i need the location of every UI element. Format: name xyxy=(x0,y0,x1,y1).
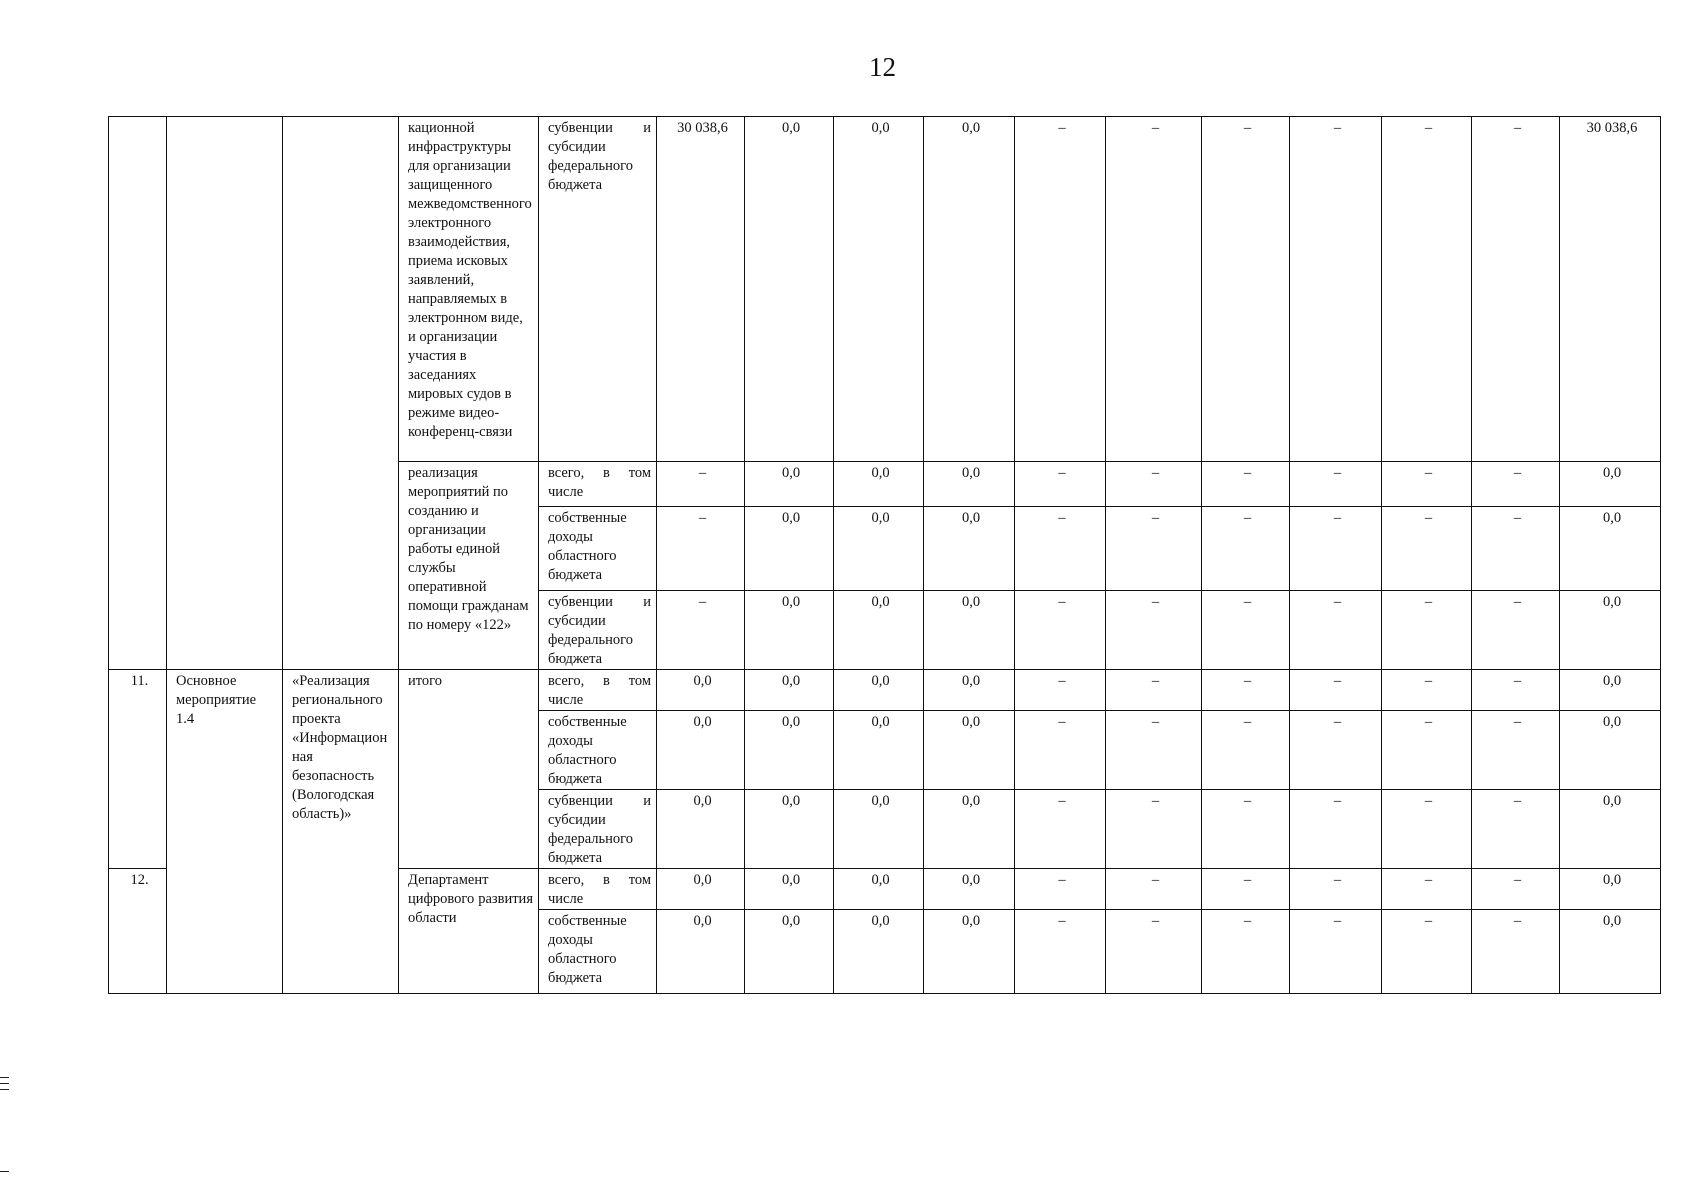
value-cell: 0,0 xyxy=(834,507,924,591)
value-cell: – xyxy=(1472,711,1560,790)
value-cell: – xyxy=(1202,507,1290,591)
value-cell: 0,0 xyxy=(924,117,1015,462)
value-cell: 0,0 xyxy=(1560,507,1661,591)
value-cell: 0,0 xyxy=(924,869,1015,910)
value-cell: 0,0 xyxy=(834,117,924,462)
value-cell: – xyxy=(1202,670,1290,711)
value-cell: 0,0 xyxy=(924,910,1015,994)
value-cell: – xyxy=(1290,670,1382,711)
value-cell: – xyxy=(1472,869,1560,910)
value-cell: – xyxy=(1290,790,1382,869)
cell-source: всего, в том числе xyxy=(539,462,657,507)
value-cell: – xyxy=(1382,670,1472,711)
value-cell: – xyxy=(1472,462,1560,507)
value-cell: – xyxy=(657,507,745,591)
cell-executor: итого xyxy=(399,670,539,869)
cell-num: 12. xyxy=(109,869,167,994)
margin-mark xyxy=(0,1077,9,1078)
value-cell: – xyxy=(1015,507,1106,591)
value-cell: – xyxy=(1106,462,1202,507)
value-cell: – xyxy=(1290,117,1382,462)
margin-mark xyxy=(0,1089,9,1090)
value-cell: 30 038,6 xyxy=(657,117,745,462)
value-cell: – xyxy=(1106,711,1202,790)
margin-mark xyxy=(0,1083,9,1084)
value-cell: – xyxy=(657,591,745,670)
value-cell: 0,0 xyxy=(745,117,834,462)
value-cell: – xyxy=(1472,507,1560,591)
cell-source: собственные доходы областного бюджета xyxy=(539,910,657,994)
value-cell: – xyxy=(1382,910,1472,994)
value-cell: 0,0 xyxy=(1560,790,1661,869)
cell-source: всего, в том числе xyxy=(539,869,657,910)
cell-source: субвенции и субсидии федерального бюджета xyxy=(539,591,657,670)
value-cell: 0,0 xyxy=(657,910,745,994)
value-cell: 0,0 xyxy=(834,670,924,711)
cell-name xyxy=(283,117,399,670)
value-cell: – xyxy=(1382,711,1472,790)
value-cell: – xyxy=(1015,711,1106,790)
page-number: 12 xyxy=(869,52,896,82)
cell-source: собственные доходы областного бюджета xyxy=(539,711,657,790)
value-cell: – xyxy=(1472,591,1560,670)
margin-mark xyxy=(0,1171,9,1172)
value-cell: – xyxy=(1382,117,1472,462)
value-cell: 0,0 xyxy=(924,670,1015,711)
value-cell: 0,0 xyxy=(834,711,924,790)
value-cell: – xyxy=(1472,670,1560,711)
value-cell: 0,0 xyxy=(924,591,1015,670)
value-cell: 30 038,6 xyxy=(1560,117,1661,462)
value-cell: 0,0 xyxy=(745,462,834,507)
value-cell: – xyxy=(1015,910,1106,994)
value-cell: 0,0 xyxy=(834,591,924,670)
value-cell: – xyxy=(1472,117,1560,462)
value-cell: 0,0 xyxy=(924,462,1015,507)
value-cell: 0,0 xyxy=(1560,462,1661,507)
value-cell: 0,0 xyxy=(924,790,1015,869)
value-cell: – xyxy=(1290,591,1382,670)
value-cell: 0,0 xyxy=(1560,869,1661,910)
value-cell: – xyxy=(1290,711,1382,790)
cell-source: всего, в том числе xyxy=(539,670,657,711)
value-cell: – xyxy=(1202,790,1290,869)
value-cell: – xyxy=(1106,591,1202,670)
value-cell: 0,0 xyxy=(657,790,745,869)
budget-table xyxy=(108,116,1661,994)
cell-source: субвенции и субсидии федерального бюджета xyxy=(539,790,657,869)
value-cell: 0,0 xyxy=(657,670,745,711)
cell-event: реализация мероприятий по созданию и организации работы единой службы оперативной помощи гражданам по номеру «122» xyxy=(399,462,539,670)
value-cell: 0,0 xyxy=(1560,670,1661,711)
value-cell: 0,0 xyxy=(834,462,924,507)
cell-type: Основное мероприятие 1.4 xyxy=(167,670,283,994)
value-cell: – xyxy=(1202,910,1290,994)
value-cell: – xyxy=(1106,507,1202,591)
value-cell: 0,0 xyxy=(834,910,924,994)
value-cell: – xyxy=(1472,790,1560,869)
value-cell: – xyxy=(1382,462,1472,507)
value-cell: – xyxy=(1202,462,1290,507)
value-cell: 0,0 xyxy=(745,670,834,711)
value-cell: 0,0 xyxy=(745,711,834,790)
cell-event: кационной инфраструктуры для организации защищенного межведомственного электронного взаимодействия, приема исковых заявлений, направляемых в электронном виде, и организации участия в заседаниях мировых судов в режиме видео-конференц-связи xyxy=(399,117,539,462)
cell-type xyxy=(167,117,283,670)
value-cell: – xyxy=(1106,790,1202,869)
value-cell: – xyxy=(1015,869,1106,910)
cell-num: 11. xyxy=(109,670,167,869)
value-cell: 0,0 xyxy=(745,591,834,670)
value-cell: 0,0 xyxy=(745,790,834,869)
value-cell: 0,0 xyxy=(745,869,834,910)
value-cell: – xyxy=(1290,910,1382,994)
value-cell: – xyxy=(1015,117,1106,462)
value-cell: – xyxy=(1015,670,1106,711)
value-cell: 0,0 xyxy=(1560,711,1661,790)
value-cell: – xyxy=(1202,591,1290,670)
value-cell: 0,0 xyxy=(745,910,834,994)
cell-num xyxy=(109,117,167,670)
cell-source: собственные доходы областного бюджета xyxy=(539,507,657,591)
value-cell: 0,0 xyxy=(834,790,924,869)
value-cell: – xyxy=(657,462,745,507)
value-cell: 0,0 xyxy=(834,869,924,910)
table-row xyxy=(109,117,1661,462)
table-row xyxy=(109,670,1661,711)
value-cell: – xyxy=(1382,869,1472,910)
value-cell: – xyxy=(1015,591,1106,670)
value-cell: – xyxy=(1290,462,1382,507)
cell-executor: Департамент цифрового развития области xyxy=(399,869,539,994)
value-cell: 0,0 xyxy=(1560,910,1661,994)
value-cell: 0,0 xyxy=(924,507,1015,591)
value-cell: – xyxy=(1202,711,1290,790)
value-cell: 0,0 xyxy=(1560,591,1661,670)
value-cell: – xyxy=(1382,790,1472,869)
value-cell: – xyxy=(1202,117,1290,462)
value-cell: 0,0 xyxy=(657,869,745,910)
value-cell: – xyxy=(1106,117,1202,462)
value-cell: – xyxy=(1290,507,1382,591)
cell-source: субвенции и субсидии федерального бюджета xyxy=(539,117,657,462)
value-cell: – xyxy=(1106,910,1202,994)
value-cell: – xyxy=(1106,869,1202,910)
cell-name: «Реализация регионального проекта «Информационная безопасность (Вологодская область)» xyxy=(283,670,399,994)
value-cell: – xyxy=(1382,591,1472,670)
value-cell: – xyxy=(1202,869,1290,910)
value-cell: 0,0 xyxy=(657,711,745,790)
value-cell: – xyxy=(1015,790,1106,869)
value-cell: – xyxy=(1015,462,1106,507)
value-cell: 0,0 xyxy=(924,711,1015,790)
value-cell: 0,0 xyxy=(745,507,834,591)
value-cell: – xyxy=(1290,869,1382,910)
value-cell: – xyxy=(1106,670,1202,711)
value-cell: – xyxy=(1382,507,1472,591)
value-cell: – xyxy=(1472,910,1560,994)
